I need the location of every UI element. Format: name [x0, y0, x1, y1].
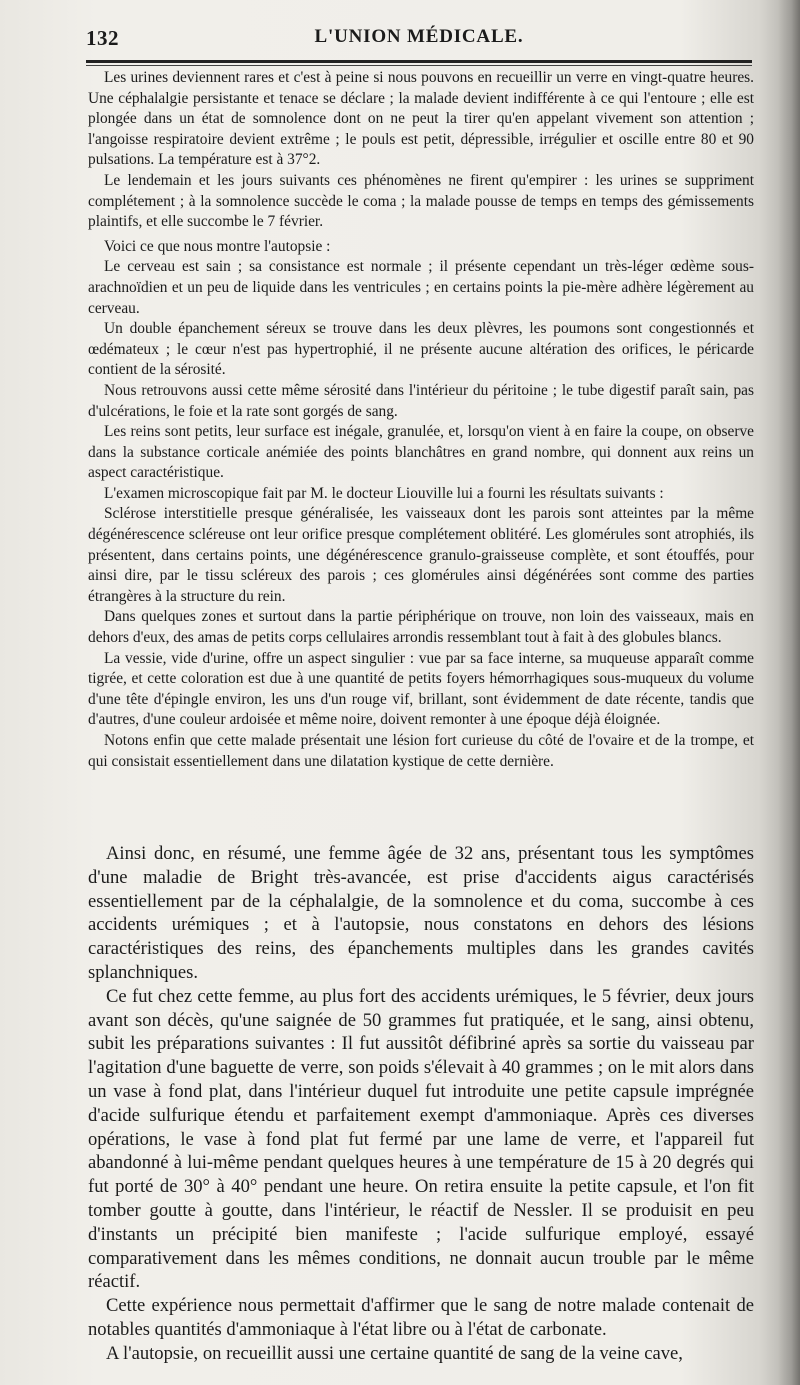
paragraph: Sclérose interstitielle presque généralisée, les vaisseaux dont les parois sont atteintes par la même dégénérescence scléreuse ont leur orifice presque complétement oblitéré. Les glomérules sont atrophiés, ils présentent, dans certains points, une dégénérescence granulo-graisseuse complète, et sont étouffés, pour ainsi dire, par le tissu scléreux des parois ; ces glomérules ainsi dégénérées sont comme des parties étrangères à la structure du rein. [88, 505, 754, 605]
paragraph: Ce fut chez cette femme, au plus fort des accidents urémiques, le 5 février, deux jours avant son décès, qu'une saignée de 50 grammes fut pratiquée, et le sang, ainsi obtenu, subit les préparations suivantes : Il fut aussitôt défibriné après sa sortie du vaisseau par l'agitation d'une baguette de verre, son poids s'élevait à 40 grammes ; on le mit alors dans un vase à fond plat, dans l'intérieur duquel fut introduite une petite capsule imprégnée d'acide sulfurique étendu et parfaitement exempt d'ammoniaque. Après ces diverses opérations, le vase à fond plat fut fermé par une lame de verre, et l'appareil fut abandonné à lui-même pendant quelques heures à une température de 15 à 20 degrés qui fut porté de 30° à 40° pendant une heure. On retira ensuite la petite capsule, et l'on fit tomber goutte à goutte, dans l'intérieur, le réactif de Nessler. Il se produisit en peu d'instants un précipité bien manifeste ; l'acide sulfurique employé, essayé comparativement dans les mêmes conditions, ne donnait aucun trouble par le même réactif. [88, 985, 754, 1293]
paragraph: Ainsi donc, en résumé, une femme âgée de 32 ans, présentant tous les symptômes d'une maladie de Bright très-avancée, est prise d'accidents aigus caractérisés essentiellement par de la céphalalgie, de la somnolence et du coma, succombe à ces accidents urémiques ; et à l'autopsie, nous constatons en dehors des lésions caractéristiques des reins, des épanchements multiples dans les grandes cavités splanchniques. [88, 843, 754, 983]
paragraph: Les urines deviennent rares et c'est à peine si nous pouvons en recueillir un verre en vingt-quatre heures. Une céphalalgie persistante et tenace se déclare ; la malade devient indifférente à ce qui l'entoure ; elle est plongée dans un état de somnolence dont on ne peut la tirer qu'en appelant vivement son attention ; l'angoisse respiratoire devient extrême ; le pouls est petit, dépressible, irrégulier et oscille entre 80 et 90 pulsations. La température est à 37°2. [88, 69, 754, 169]
paragraph: Notons enfin que cette malade présentait une lésion fort curieuse du côté de l'ovaire et de la trompe, et qui consistait essentiellement dans une dilatation kystique de cette dernière. [88, 732, 754, 770]
summary-text [88, 842, 754, 1366]
paragraph: L'examen microscopique fait par M. le docteur Liouville lui a fourni les résultats suivants : [104, 484, 664, 502]
case-report-text [88, 68, 754, 772]
paragraph: Le lendemain et les jours suivants ces phénomènes ne firent qu'empirer : les urines se suppriment complétement ; à la somnolence succède le coma ; la malade pousse de temps en temps des gémissements plaintifs, et elle succombe le 7 février. [88, 171, 754, 231]
page-number: 132 [86, 26, 119, 50]
paragraph: Cette expérience nous permettait d'affirmer que le sang de notre malade contenait de notables quantités d'ammoniaque à l'état libre ou à l'état de carbonate. [88, 1295, 754, 1340]
paragraph: A l'autopsie, on recueillit aussi une certaine quantité de sang de la veine cave, [106, 1342, 683, 1364]
running-title: L'UNION MÉDICALE. [314, 26, 524, 47]
header-rule-thin [86, 65, 752, 66]
paragraph: La vessie, vide d'urine, offre un aspect singulier : vue par sa face interne, sa muqueuse apparaît comme tigrée, et cette coloration est due à une quantité de petits foyers hémorrhagiques sous-muqueux du volume d'une tête d'épingle environ, les uns d'un rouge vif, brillant, sont évidemment de date récente, tandis que d'autres, d'une couleur ardoisée et même noire, doivent remonter à une époque déjà éloignée. [88, 649, 754, 729]
paragraph: Les reins sont petits, leur surface est inégale, granulée, et, lorsqu'on vient à en faire la coupe, on observe dans la substance corticale anémiée des points blanchâtres en grand nombre, qui donnent aux reins un aspect caractéristique. [88, 423, 754, 482]
paragraph: Dans quelques zones et surtout dans la partie périphérique on trouve, non loin des vaisseaux, mais en dehors d'eux, des amas de petits corps cellulaires arrondis ressemblant tout à fait à des globules blancs. [88, 608, 754, 647]
page-header [86, 26, 752, 52]
paragraph: Nous retrouvons aussi cette même sérosité dans l'intérieur du péritoine ; le tube digestif paraît sain, pas d'ulcérations, le foie et la rate sont gorgés de sang. [88, 381, 754, 420]
paragraph: Voici ce que nous montre l'autopsie : [104, 237, 331, 255]
page-edge-shadow [778, 0, 800, 1385]
paragraph: Un double épanchement séreux se trouve dans les deux plèvres, les poumons sont congestionnés et œdémateux ; le cœur n'est pas hypertrophié, il ne présente aucune altération des orifices, le péricarde contient de la sérosité. [88, 320, 754, 379]
header-rule [86, 60, 752, 63]
paragraph: Le cerveau est sain ; sa consistance est normale ; il présente cependant un très-léger œdème sous-arachnoïdien et un peu de liquide dans les ventricules ; en certains points la pie-mère adhère légèrement au cerveau. [88, 258, 754, 317]
